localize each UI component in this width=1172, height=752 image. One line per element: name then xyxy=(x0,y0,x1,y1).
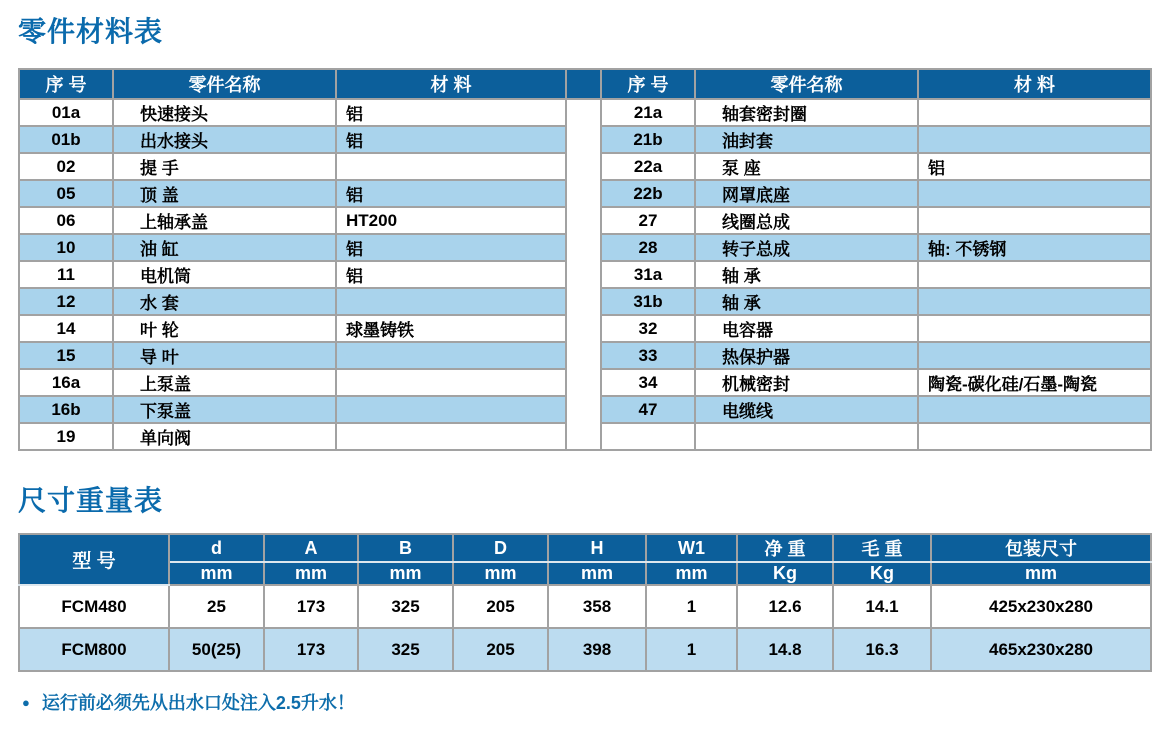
value-d: 25 xyxy=(169,585,264,628)
part-name: 水 套 xyxy=(113,288,336,315)
part-no: 21a xyxy=(601,99,695,126)
part-material xyxy=(918,261,1151,288)
value-w1: 1 xyxy=(646,628,737,671)
table-gap xyxy=(566,99,601,126)
header-part-no-left: 序 号 xyxy=(19,69,113,99)
value-net-weight: 14.8 xyxy=(737,628,833,671)
table-gap xyxy=(566,126,601,153)
value-h: 358 xyxy=(548,585,646,628)
unit-b: mm xyxy=(358,562,453,585)
parts-header-row xyxy=(19,69,1151,99)
header-d2: D xyxy=(453,534,548,562)
value-d2: 205 xyxy=(453,628,548,671)
parts-row xyxy=(19,396,1151,423)
part-no: 11 xyxy=(19,261,113,288)
header-w1: W1 xyxy=(646,534,737,562)
parts-row xyxy=(19,153,1151,180)
parts-row xyxy=(19,423,1151,450)
part-name: 油 缸 xyxy=(113,234,336,261)
value-a: 173 xyxy=(264,628,358,671)
value-w1: 1 xyxy=(646,585,737,628)
parts-row xyxy=(19,369,1151,396)
table-gap xyxy=(566,369,601,396)
part-no: 21b xyxy=(601,126,695,153)
table-gap xyxy=(566,423,601,450)
part-material xyxy=(336,423,566,450)
header-model: 型 号 xyxy=(19,534,169,585)
value-gross-weight: 14.1 xyxy=(833,585,931,628)
part-no: 16a xyxy=(19,369,113,396)
value-gross-weight: 16.3 xyxy=(833,628,931,671)
part-no: 02 xyxy=(19,153,113,180)
table-gap xyxy=(566,315,601,342)
unit-d: mm xyxy=(169,562,264,585)
parts-row xyxy=(19,261,1151,288)
part-material xyxy=(918,126,1151,153)
part-no: 22b xyxy=(601,180,695,207)
part-name: 轴 承 xyxy=(695,288,918,315)
unit-w1: mm xyxy=(646,562,737,585)
part-material xyxy=(336,288,566,315)
part-no: 31b xyxy=(601,288,695,315)
parts-row xyxy=(19,315,1151,342)
part-name: 出水接头 xyxy=(113,126,336,153)
parts-row xyxy=(19,207,1151,234)
part-name: 下泵盖 xyxy=(113,396,336,423)
value-a: 173 xyxy=(264,585,358,628)
part-material xyxy=(336,153,566,180)
unit-a: mm xyxy=(264,562,358,585)
value-d: 50(25) xyxy=(169,628,264,671)
parts-row xyxy=(19,180,1151,207)
value-package-size: 465x230x280 xyxy=(931,628,1151,671)
part-no: 34 xyxy=(601,369,695,396)
part-name: 泵 座 xyxy=(695,153,918,180)
part-no xyxy=(601,423,695,450)
part-no: 27 xyxy=(601,207,695,234)
part-name xyxy=(695,423,918,450)
part-material: 铝 xyxy=(336,261,566,288)
part-material: 陶瓷-碳化硅/石墨-陶瓷 xyxy=(918,369,1151,396)
part-name: 线圈总成 xyxy=(695,207,918,234)
part-no: 22a xyxy=(601,153,695,180)
parts-material-table xyxy=(18,68,1152,451)
part-material xyxy=(918,423,1151,450)
warning-note xyxy=(18,689,1152,715)
unit-package-size: mm xyxy=(931,562,1151,585)
part-name: 转子总成 xyxy=(695,234,918,261)
warning-note-text: 运行前必须先从出水口处注入2.5升水！ xyxy=(41,693,355,713)
header-net-weight: 净 重 xyxy=(737,534,833,562)
part-name: 轴 承 xyxy=(695,261,918,288)
value-h: 398 xyxy=(548,628,646,671)
part-material xyxy=(918,315,1151,342)
dimensions-weight-table-title: 尺寸重量表 xyxy=(18,485,164,516)
parts-material-table-title: 零件材料表 xyxy=(18,16,164,47)
header-h: H xyxy=(548,534,646,562)
part-no: 06 xyxy=(19,207,113,234)
part-material xyxy=(918,180,1151,207)
part-material: 铝 xyxy=(336,180,566,207)
part-material xyxy=(918,396,1151,423)
dims-row xyxy=(19,585,1151,628)
part-material: 铝 xyxy=(336,126,566,153)
model-name: FCM800 xyxy=(19,628,169,671)
unit-d2: mm xyxy=(453,562,548,585)
value-b: 325 xyxy=(358,585,453,628)
table-gap xyxy=(566,234,601,261)
part-material xyxy=(336,396,566,423)
part-no: 05 xyxy=(19,180,113,207)
header-gap xyxy=(566,69,601,99)
part-name: 机械密封 xyxy=(695,369,918,396)
part-material: 轴: 不锈钢 xyxy=(918,234,1151,261)
part-no: 01a xyxy=(19,99,113,126)
part-material xyxy=(336,369,566,396)
table-gap xyxy=(566,180,601,207)
part-name: 顶 盖 xyxy=(113,180,336,207)
part-material: HT200 xyxy=(336,207,566,234)
header-part-material-right: 材 料 xyxy=(918,69,1151,99)
parts-row xyxy=(19,99,1151,126)
part-name: 电缆线 xyxy=(695,396,918,423)
part-no: 19 xyxy=(19,423,113,450)
dims-header-unit-row xyxy=(19,562,1151,585)
part-no: 28 xyxy=(601,234,695,261)
header-d: d xyxy=(169,534,264,562)
model-name: FCM480 xyxy=(19,585,169,628)
part-name: 导 叶 xyxy=(113,342,336,369)
part-name: 提 手 xyxy=(113,153,336,180)
part-no: 32 xyxy=(601,315,695,342)
dims-row xyxy=(19,628,1151,671)
part-name: 快速接头 xyxy=(113,99,336,126)
part-material xyxy=(918,288,1151,315)
header-package-size: 包装尺寸 xyxy=(931,534,1151,562)
header-part-material-left: 材 料 xyxy=(336,69,566,99)
parts-row xyxy=(19,288,1151,315)
header-a: A xyxy=(264,534,358,562)
table-gap xyxy=(566,207,601,234)
part-no: 01b xyxy=(19,126,113,153)
part-name: 上泵盖 xyxy=(113,369,336,396)
part-name: 轴套密封圈 xyxy=(695,99,918,126)
part-name: 叶 轮 xyxy=(113,315,336,342)
part-name: 热保护器 xyxy=(695,342,918,369)
table-gap xyxy=(566,153,601,180)
part-no: 47 xyxy=(601,396,695,423)
part-name: 网罩底座 xyxy=(695,180,918,207)
dims-header-label-row xyxy=(19,534,1151,562)
part-no: 15 xyxy=(19,342,113,369)
part-material: 铝 xyxy=(336,99,566,126)
unit-net-weight: Kg xyxy=(737,562,833,585)
part-no: 10 xyxy=(19,234,113,261)
part-name: 单向阀 xyxy=(113,423,336,450)
header-gross-weight: 毛 重 xyxy=(833,534,931,562)
part-no: 16b xyxy=(19,396,113,423)
part-material: 球墨铸铁 xyxy=(336,315,566,342)
value-b: 325 xyxy=(358,628,453,671)
value-package-size: 425x230x280 xyxy=(931,585,1151,628)
part-name: 上轴承盖 xyxy=(113,207,336,234)
table-gap xyxy=(566,396,601,423)
part-no: 33 xyxy=(601,342,695,369)
part-material: 铝 xyxy=(918,153,1151,180)
table-gap xyxy=(566,342,601,369)
part-name: 电容器 xyxy=(695,315,918,342)
parts-row xyxy=(19,234,1151,261)
table-gap xyxy=(566,261,601,288)
bullet-icon: ● xyxy=(22,694,30,710)
header-part-no-right: 序 号 xyxy=(601,69,695,99)
part-no: 14 xyxy=(19,315,113,342)
part-no: 31a xyxy=(601,261,695,288)
part-name: 油封套 xyxy=(695,126,918,153)
part-no: 12 xyxy=(19,288,113,315)
value-net-weight: 12.6 xyxy=(737,585,833,628)
parts-row xyxy=(19,126,1151,153)
header-part-name-right: 零件名称 xyxy=(695,69,918,99)
dimensions-weight-table xyxy=(18,533,1152,672)
parts-row xyxy=(19,342,1151,369)
part-material xyxy=(336,342,566,369)
unit-h: mm xyxy=(548,562,646,585)
value-d2: 205 xyxy=(453,585,548,628)
unit-gross-weight: Kg xyxy=(833,562,931,585)
part-name: 电机筒 xyxy=(113,261,336,288)
header-part-name-left: 零件名称 xyxy=(113,69,336,99)
table-gap xyxy=(566,288,601,315)
part-material: 铝 xyxy=(336,234,566,261)
part-material xyxy=(918,207,1151,234)
part-material xyxy=(918,99,1151,126)
header-b: B xyxy=(358,534,453,562)
part-material xyxy=(918,342,1151,369)
